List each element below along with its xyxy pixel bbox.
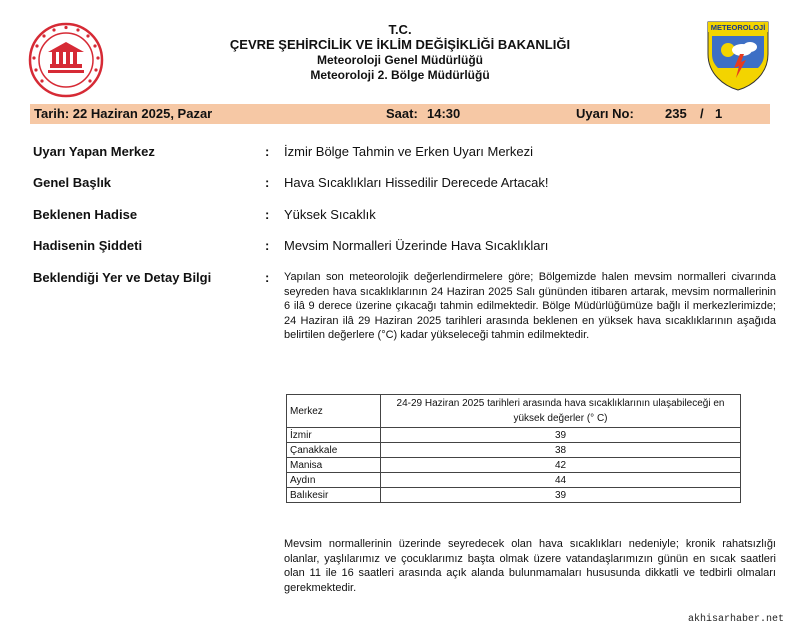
- warning-number: 235: [665, 106, 687, 121]
- meteoroloji-logo-icon: [706, 20, 770, 92]
- field-value: Hava Sıcaklıkları Hissedilir Derecede Artacak!: [284, 175, 549, 190]
- table-cell-value: 39: [381, 428, 741, 443]
- table-header-description: 24-29 Haziran 2025 tarihleri arasında hava sıcaklıklarının ulaşabileceği en yüksek değerler (° C): [381, 395, 741, 428]
- table-row: [287, 428, 741, 443]
- table-header-row: [287, 395, 741, 428]
- table-cell-value: 44: [381, 473, 741, 488]
- header-directorate: Meteoroloji Genel Müdürlüğü: [317, 53, 483, 67]
- field-label: Hadisenin Şiddeti: [33, 238, 143, 253]
- logo-text: METEOROLOJİ: [710, 23, 766, 32]
- temperature-table: [286, 394, 741, 503]
- table-row: [287, 488, 741, 503]
- time-value: 14:30: [427, 106, 461, 121]
- table-cell-city: Aydın: [287, 473, 381, 488]
- table-cell-value: 39: [381, 488, 741, 503]
- field-colon: :: [265, 207, 270, 222]
- table-cell-city: Çanakkale: [287, 443, 381, 458]
- table-cell-city: Manisa: [287, 458, 381, 473]
- field-value: Mevsim Normalleri Üzerinde Hava Sıcaklıkları: [284, 238, 549, 253]
- header-regional-directorate: Meteoroloji 2. Bölge Müdürlüğü: [310, 68, 490, 82]
- table-row: [287, 473, 741, 488]
- closing-paragraph: Mevsim normallerinin üzerinde seyredecek olan hava sıcaklıkları nedeniyle; kronik rahatsızlığı olanlar, yaşlılarımız ve çocuklarımız başta olmak üzere vatandaşlarımızın günün en sıcak saatleri olan 11 ile 16 saatleri arasında açık alanda bulunmamaları hususunda dikkatli ve tedbirli olmaları gerekmektedir.: [284, 538, 776, 594]
- source-watermark: akhisarhaber.net: [687, 614, 784, 625]
- table-row: [287, 458, 741, 473]
- field-colon: :: [265, 144, 270, 159]
- header-ministry: ÇEVRE ŞEHİRCİLİK VE İKLİM DEĞİŞİKLİĞİ BAKANLIĞI: [229, 37, 571, 52]
- document-header: [150, 22, 650, 83]
- field-colon: :: [265, 238, 270, 253]
- date-text: Tarih: 22 Haziran 2025, Pazar: [34, 106, 213, 121]
- warning-separator: /: [700, 106, 704, 121]
- field-value: Yüksek Sıcaklık: [284, 207, 376, 222]
- detail-paragraph: Yapılan son meteorolojik değerlendirmelere göre; Bölgemizde halen mevsim normalleri civarında seyreden hava sıcaklıklarının 24 Haziran 2025 Salı gününden itibaren artarak, mevsim normallerinin 6 ilâ 9 derece üzerine çıkacağı tahmin edilmektedir. Bölge Müdürlüğümüze bağlı il merkezlerimizde; 24 Haziran ilâ 29 Haziran 2025 tarihleri arasında beklenen en yüksek hava sıcaklıklarının aşağıda belirtilen değerlere (°C) kadar yükseleceği tahmin edilmektedir.: [284, 271, 776, 342]
- time-label: Saat:: [386, 106, 418, 121]
- field-label: Beklenen Hadise: [33, 207, 138, 222]
- header-tc: T.C.: [388, 22, 412, 37]
- warning-label: Uyarı No:: [576, 106, 634, 121]
- field-value: İzmir Bölge Tahmin ve Erken Uyarı Merkezi: [284, 144, 534, 159]
- table-cell-city: Balıkesir: [287, 488, 381, 503]
- warning-sub-number: 1: [715, 106, 723, 121]
- field-label: Beklendiği Yer ve Detay Bilgi: [33, 270, 212, 285]
- field-colon: :: [265, 175, 270, 190]
- date-bar: [30, 104, 770, 124]
- field-colon: :: [265, 270, 270, 285]
- table-header-city: Merkez: [287, 395, 381, 428]
- table-row: [287, 443, 741, 458]
- field-label: Genel Başlık: [33, 175, 112, 190]
- ministry-seal-icon: [28, 22, 104, 98]
- table-cell-value: 38: [381, 443, 741, 458]
- field-label: Uyarı Yapan Merkez: [33, 144, 155, 159]
- table-cell-value: 42: [381, 458, 741, 473]
- table-cell-city: İzmir: [287, 428, 381, 443]
